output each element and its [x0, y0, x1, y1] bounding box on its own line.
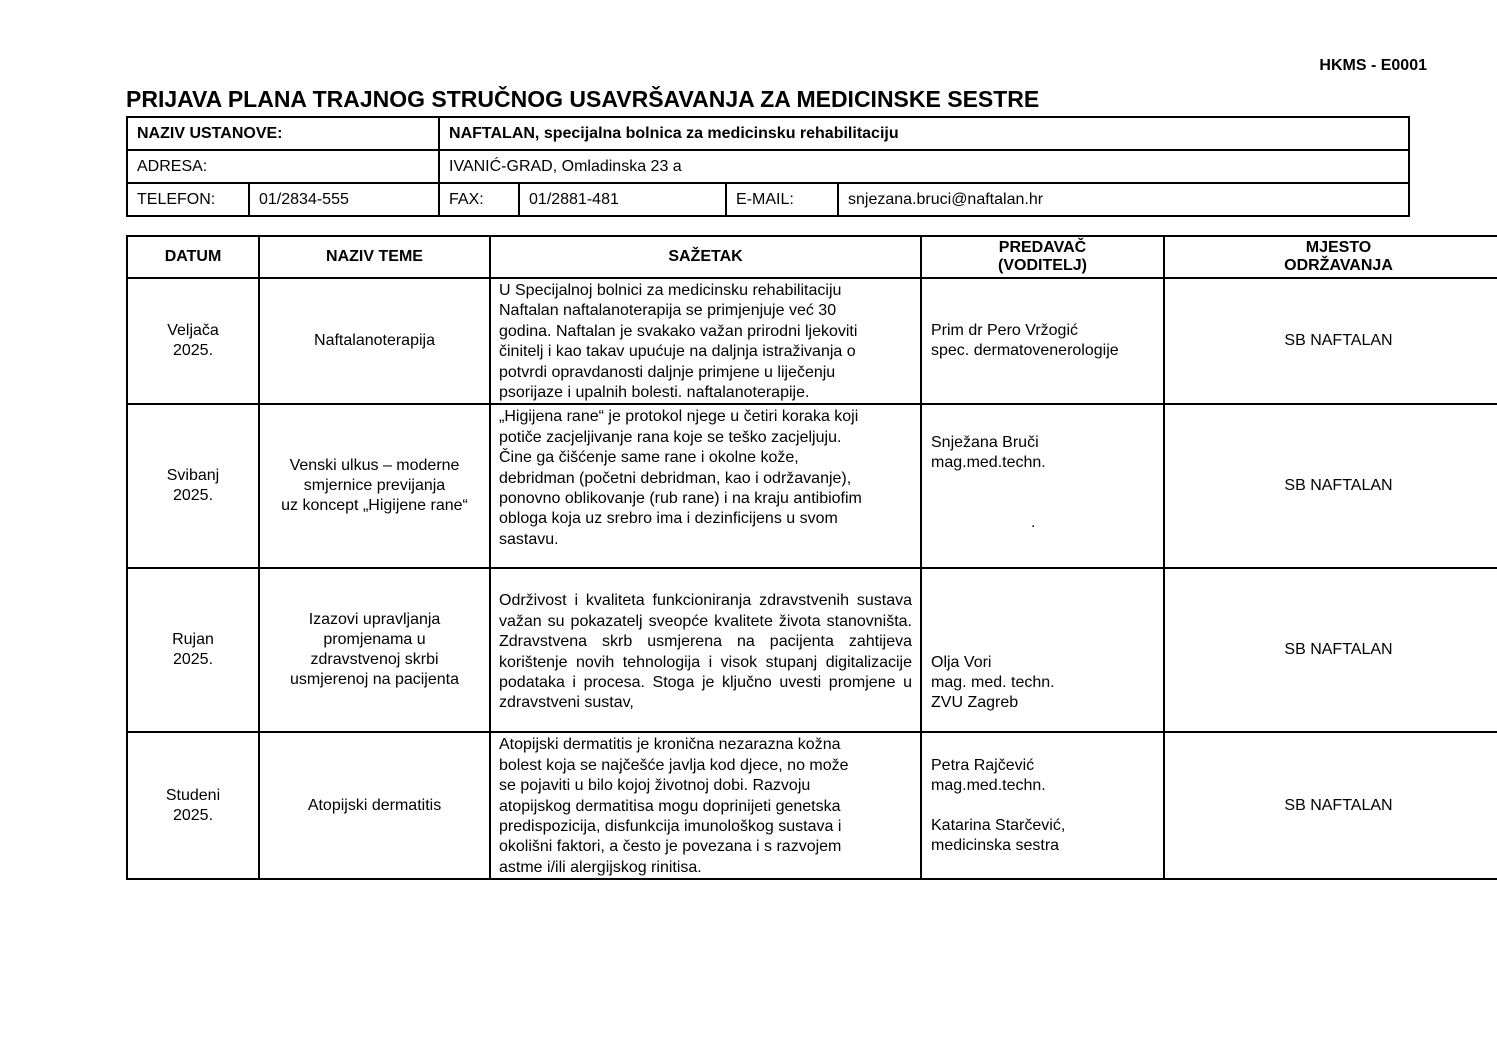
email-value: snjezana.bruci@naftalan.hr	[838, 183, 1409, 216]
table-row	[127, 278, 1497, 404]
address-label: ADRESA:	[127, 150, 439, 183]
row-summary: „Higijena rane“ je protokol njege u četiri koraka koji potiče zacjeljivanje rana koje se teško zacjeljuju. Čine ga čišćenje same rane i okolne kože, debridman (početni debridman, kao i održavanje), ponovno oblikovanje (rub rane) i na kraju antibiofim obloga koja uz srebro ima i dezinficijens u svom sastavu.	[490, 404, 921, 568]
institution-name-label: NAZIV USTANOVE:	[127, 117, 439, 150]
institution-name-value: NAFTALAN, specijalna bolnica za medicinsku rehabilitaciju	[439, 117, 1409, 150]
row-location: SB NAFTALAN	[1164, 404, 1497, 568]
row-summary: U Specijalnoj bolnici za medicinsku rehabilitaciju Naftalan naftalanoterapija se primjenjuje već 30 godina. Naftalan je svakako važan prirodni ljekoviti činitelj i kao takav upućuje na daljnja istraživanja o potvrdi opravdanosti daljnje primjene u liječenju psorijaze i upalnih bolesti. naftalanoterapije.	[490, 278, 921, 404]
schedule-table	[126, 235, 1497, 880]
row-topic: Venski ulkus – moderne smjernice previjanja uz koncept „Higijene rane“	[259, 404, 490, 568]
row-summary: Održivost i kvaliteta funkcioniranja zdravstvenih sustava važan su pokazatelj sveopće kvalitete života stanovništa. Zdravstvena skrb usmjerena na pacijenta zahtijeva korištenje novih tehnologija i visok stupanj digitalizacije podataka i procesa. Stoga je ključno uvesti promjene u zdravstveni sustav,	[490, 568, 921, 732]
row-lecturer: Petra Rajčević mag.med.techn. Katarina Starčević, medicinska sestra	[921, 732, 1164, 879]
table-row	[127, 404, 1497, 568]
row-date: Veljača 2025.	[127, 278, 259, 404]
row-location: SB NAFTALAN	[1164, 732, 1497, 879]
row-location: SB NAFTALAN	[1164, 278, 1497, 404]
row-topic: Atopijski dermatitis	[259, 732, 490, 879]
row-lecturer-cell	[921, 404, 1164, 568]
header-lecturer: PREDAVAČ (VODITELJ)	[921, 236, 1164, 278]
form-code: HKMS - E0001	[1319, 57, 1427, 74]
table-row	[127, 732, 1497, 879]
table-row	[127, 568, 1497, 732]
row-topic: Izazovi upravljanja promjenama u zdravstvenoj skrbi usmjerenoj na pacijenta	[259, 568, 490, 732]
row-date: Svibanj 2025.	[127, 404, 259, 568]
header-location: MJESTO ODRŽAVANJA	[1164, 236, 1497, 278]
row-topic: Naftalanoterapija	[259, 278, 490, 404]
email-label: E-MAIL:	[726, 183, 838, 216]
row-date: Studeni 2025.	[127, 732, 259, 879]
institution-info-table	[126, 116, 1410, 217]
fax-value: 01/2881-481	[519, 183, 726, 216]
row-lecturer: Snježana Bruči mag.med.techn.	[931, 434, 1046, 472]
row-summary: Atopijski dermatitis je kronična nezarazna kožna bolest koja se najčešće javlja kod djece, no može se pojaviti u bilo kojoj životnoj dobi. Razvoju atopijskog dermatitisa mogu doprinijeti genetska predispozicija, disfunkcija imunološkog sustava i okolišni faktori, a često je povezana i s razvojem astme i/ili alergijskog rinitisa.	[490, 732, 921, 879]
row-date: Rujan 2025.	[127, 568, 259, 732]
address-value: IVANIĆ-GRAD, Omladinska 23 a	[439, 150, 1409, 183]
phone-value: 01/2834-555	[249, 183, 439, 216]
fax-label: FAX:	[439, 183, 519, 216]
row-lecturer: Prim dr Pero Vržogić spec. dermatovenerologije	[921, 278, 1164, 404]
header-summary: SAŽETAK	[490, 236, 921, 278]
header-topic: NAZIV TEME	[259, 236, 490, 278]
row-lecturer: Olja Vori mag. med. techn. ZVU Zagreb	[921, 568, 1164, 732]
row-lecturer-extra: .	[1031, 514, 1036, 532]
page-title: PRIJAVA PLANA TRAJNOG STRUČNOG USAVRŠAVANJA ZA MEDICINSKE SESTRE	[126, 86, 1040, 112]
header-date: DATUM	[127, 236, 259, 278]
phone-label: TELEFON:	[127, 183, 249, 216]
row-location: SB NAFTALAN	[1164, 568, 1497, 732]
